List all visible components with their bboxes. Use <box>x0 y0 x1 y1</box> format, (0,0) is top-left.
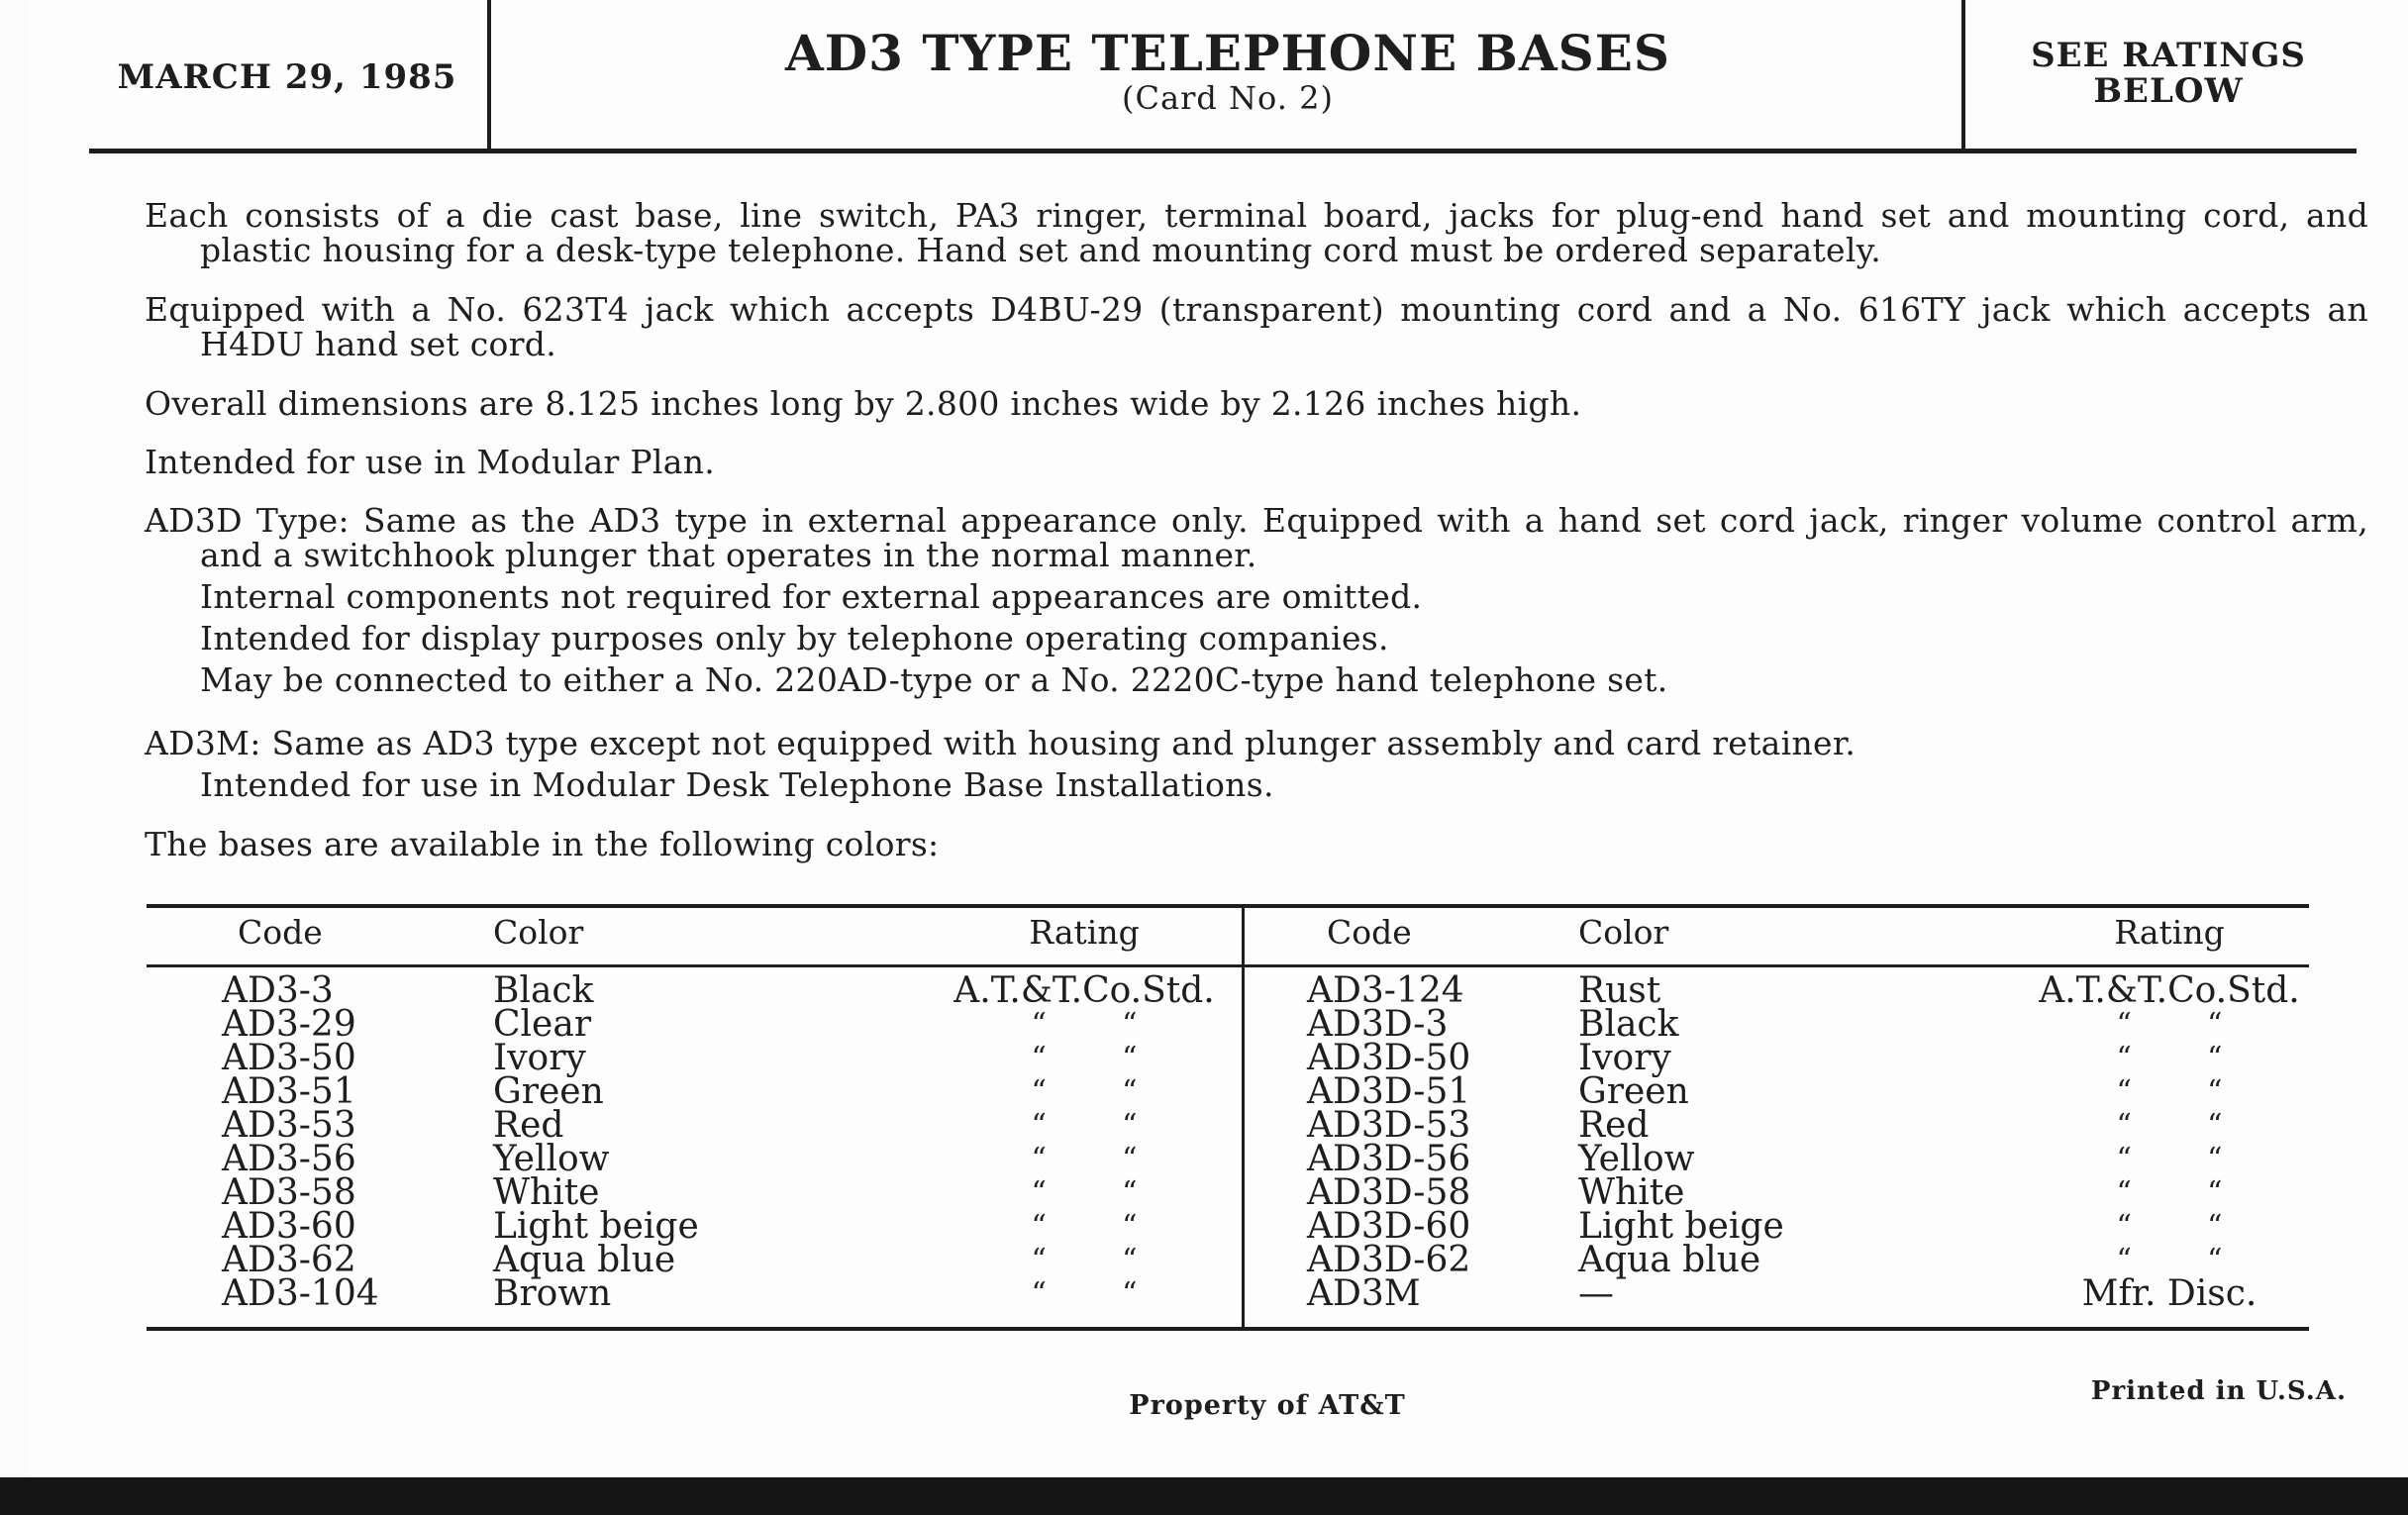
left-color-cell: Light beige <box>493 1206 699 1247</box>
table-top-rule <box>147 904 2309 908</box>
right-color-cell: Green <box>1578 1071 1689 1112</box>
left-color-cell: Ivory <box>493 1038 586 1078</box>
left-code-cell: AD3-104 <box>222 1273 379 1314</box>
left-code-cell: AD3-51 <box>222 1071 356 1112</box>
left-color-cell: Black <box>493 970 594 1011</box>
colors-intro: The bases are available in the following colors: <box>145 825 940 863</box>
right-code-cell: AD3D-53 <box>1307 1105 1471 1146</box>
left-code-cell: AD3-56 <box>222 1139 356 1179</box>
ad3d-paragraph: AD3D Type: Same as the AD3 type in external appearance only. Equipped with a hand set cord jack, ringer volume control arm, and a switchhook plunger that operates in the normal manner. <box>145 501 2368 574</box>
right-rating-cell: “ “ <box>2116 1175 2223 1210</box>
left-color-cell: Brown <box>493 1273 612 1314</box>
usage-paragraph: Intended for use in Modular Plan. <box>145 443 716 481</box>
right-rating-cell: A.T.&T.Co.Std. <box>2039 970 2300 1011</box>
right-rows <box>0 970 2376 1314</box>
right-color-cell: — <box>1578 1273 1614 1314</box>
right-code-cell: AD3D-50 <box>1307 1038 1471 1078</box>
left-rating-cell: A.T.&T.Co.Std. <box>953 970 1215 1011</box>
right-rating-header: Rating <box>2114 913 2225 952</box>
right-rating-cell: “ “ <box>2116 1041 2223 1075</box>
right-code-cell: AD3D-58 <box>1307 1172 1471 1213</box>
right-rating-cell: Mfr. Disc. <box>2081 1273 2258 1314</box>
left-rating-cell: “ “ <box>1031 1209 1138 1244</box>
right-code-header: Code <box>1327 913 1412 952</box>
left-code-cell: AD3-3 <box>222 970 334 1011</box>
right-color-cell: Aqua blue <box>1578 1240 1761 1280</box>
ad3d-note-1: Internal components not required for external appearances are omitted. <box>200 577 1423 616</box>
ad3m-paragraph: AD3M: Same as AD3 type except not equipped with housing and plunger assembly and card retainer. <box>145 724 1856 762</box>
right-color-cell: Light beige <box>1578 1206 1784 1247</box>
left-code-cell: AD3-50 <box>222 1038 356 1078</box>
left-code-cell: AD3-62 <box>222 1240 356 1280</box>
table-row <box>0 1071 2376 1112</box>
printed-notice: Printed in U.S.A. <box>2090 1376 2347 1406</box>
right-code-cell: AD3D-3 <box>1307 1004 1449 1045</box>
table-row <box>0 1240 2376 1280</box>
left-rating-cell: “ “ <box>1031 1041 1138 1075</box>
card-date: MARCH 29, 1985 <box>117 57 457 97</box>
table-row <box>0 1038 2376 1078</box>
left-code-cell: AD3-53 <box>222 1105 356 1146</box>
left-rating-cell: “ “ <box>1031 1276 1138 1311</box>
left-rating-cell: “ “ <box>1031 1243 1138 1277</box>
right-code-cell: AD3M <box>1307 1273 1421 1314</box>
page-title: AD3 TYPE TELEPHONE BASES <box>785 24 1670 82</box>
right-color-cell: Black <box>1578 1004 1679 1045</box>
left-code-header: Code <box>238 913 323 952</box>
left-code-cell: AD3-58 <box>222 1172 356 1213</box>
left-code-cell: AD3-29 <box>222 1004 356 1045</box>
left-rating-cell: “ “ <box>1031 1108 1138 1143</box>
left-color-cell: Green <box>493 1071 604 1112</box>
table-row <box>0 1004 2376 1045</box>
right-color-cell: White <box>1578 1172 1685 1213</box>
right-color-cell: Yellow <box>1578 1139 1695 1179</box>
table-row <box>0 970 2376 1011</box>
left-color-cell: Aqua blue <box>493 1240 676 1280</box>
ad3d-note-3: May be connected to either a No. 220AD-type or a No. 2220C-type hand telephone set. <box>200 660 1668 699</box>
right-code-cell: AD3-124 <box>1307 970 1464 1011</box>
table-row <box>0 1172 2376 1213</box>
ratings-note-line2: BELOW <box>2093 71 2244 111</box>
left-color-header: Color <box>493 913 584 952</box>
table-row <box>0 1139 2376 1179</box>
right-code-cell: AD3D-60 <box>1307 1206 1471 1247</box>
left-rating-cell: “ “ <box>1031 1074 1138 1109</box>
left-color-cell: Red <box>493 1105 564 1146</box>
table-row <box>0 1206 2376 1247</box>
right-rating-cell: “ “ <box>2116 1209 2223 1244</box>
right-code-cell: AD3D-56 <box>1307 1139 1471 1179</box>
right-color-cell: Red <box>1578 1105 1650 1146</box>
right-code-cell: AD3D-62 <box>1307 1240 1471 1280</box>
left-rating-cell: “ “ <box>1031 1142 1138 1176</box>
right-color-header: Color <box>1578 913 1669 952</box>
property-notice: Property of AT&T <box>1129 1390 1406 1421</box>
left-color-cell: Yellow <box>493 1139 610 1179</box>
ratings-note <box>1980 38 2357 109</box>
left-color-cell: Clear <box>493 1004 592 1045</box>
ad3d-note-2: Intended for display purposes only by telephone operating companies. <box>200 619 1389 657</box>
table-row <box>0 1273 2376 1314</box>
card-number: (Card No. 2) <box>1122 79 1334 117</box>
description-paragraph: Each consists of a die cast base, line switch, PA3 ringer, terminal board, jacks for plug-end hand set and mounting cord, and plastic housing for a desk-type telephone. Hand set and mounting cord must be ordered separately. <box>145 196 2368 269</box>
header-divider-left <box>487 0 491 149</box>
dimensions-paragraph: Overall dimensions are 8.125 inches long by 2.800 inches wide by 2.126 inches high. <box>145 384 1582 423</box>
scan-bottom-edge <box>0 1477 2408 1515</box>
ad3m-note-1: Intended for use in Modular Desk Telephone Base Installations. <box>200 765 1274 804</box>
right-color-cell: Rust <box>1578 970 1661 1011</box>
header-divider-right <box>1961 0 1965 149</box>
jack-paragraph: Equipped with a No. 623T4 jack which accepts D4BU-29 (transparent) mounting cord and a No. 616TY jack which accepts an H4DU hand set cord. <box>145 290 2368 363</box>
right-code-cell: AD3D-51 <box>1307 1071 1471 1112</box>
header-rule <box>89 149 2357 153</box>
right-rating-cell: “ “ <box>2116 1074 2223 1109</box>
left-rating-header: Rating <box>1029 913 1140 952</box>
left-code-cell: AD3-60 <box>222 1206 356 1247</box>
table-bottom-rule <box>147 1327 2309 1331</box>
right-rating-cell: “ “ <box>2116 1108 2223 1143</box>
right-rating-cell: “ “ <box>2116 1142 2223 1176</box>
ratings-note-line1: SEE RATINGS <box>2031 36 2306 75</box>
left-color-cell: White <box>493 1172 600 1213</box>
table-row <box>0 1105 2376 1146</box>
left-rating-cell: “ “ <box>1031 1175 1138 1210</box>
table-header-rule <box>147 964 2309 967</box>
left-rating-cell: “ “ <box>1031 1007 1138 1042</box>
right-rating-cell: “ “ <box>2116 1243 2223 1277</box>
right-rating-cell: “ “ <box>2116 1007 2223 1042</box>
right-color-cell: Ivory <box>1578 1038 1671 1078</box>
